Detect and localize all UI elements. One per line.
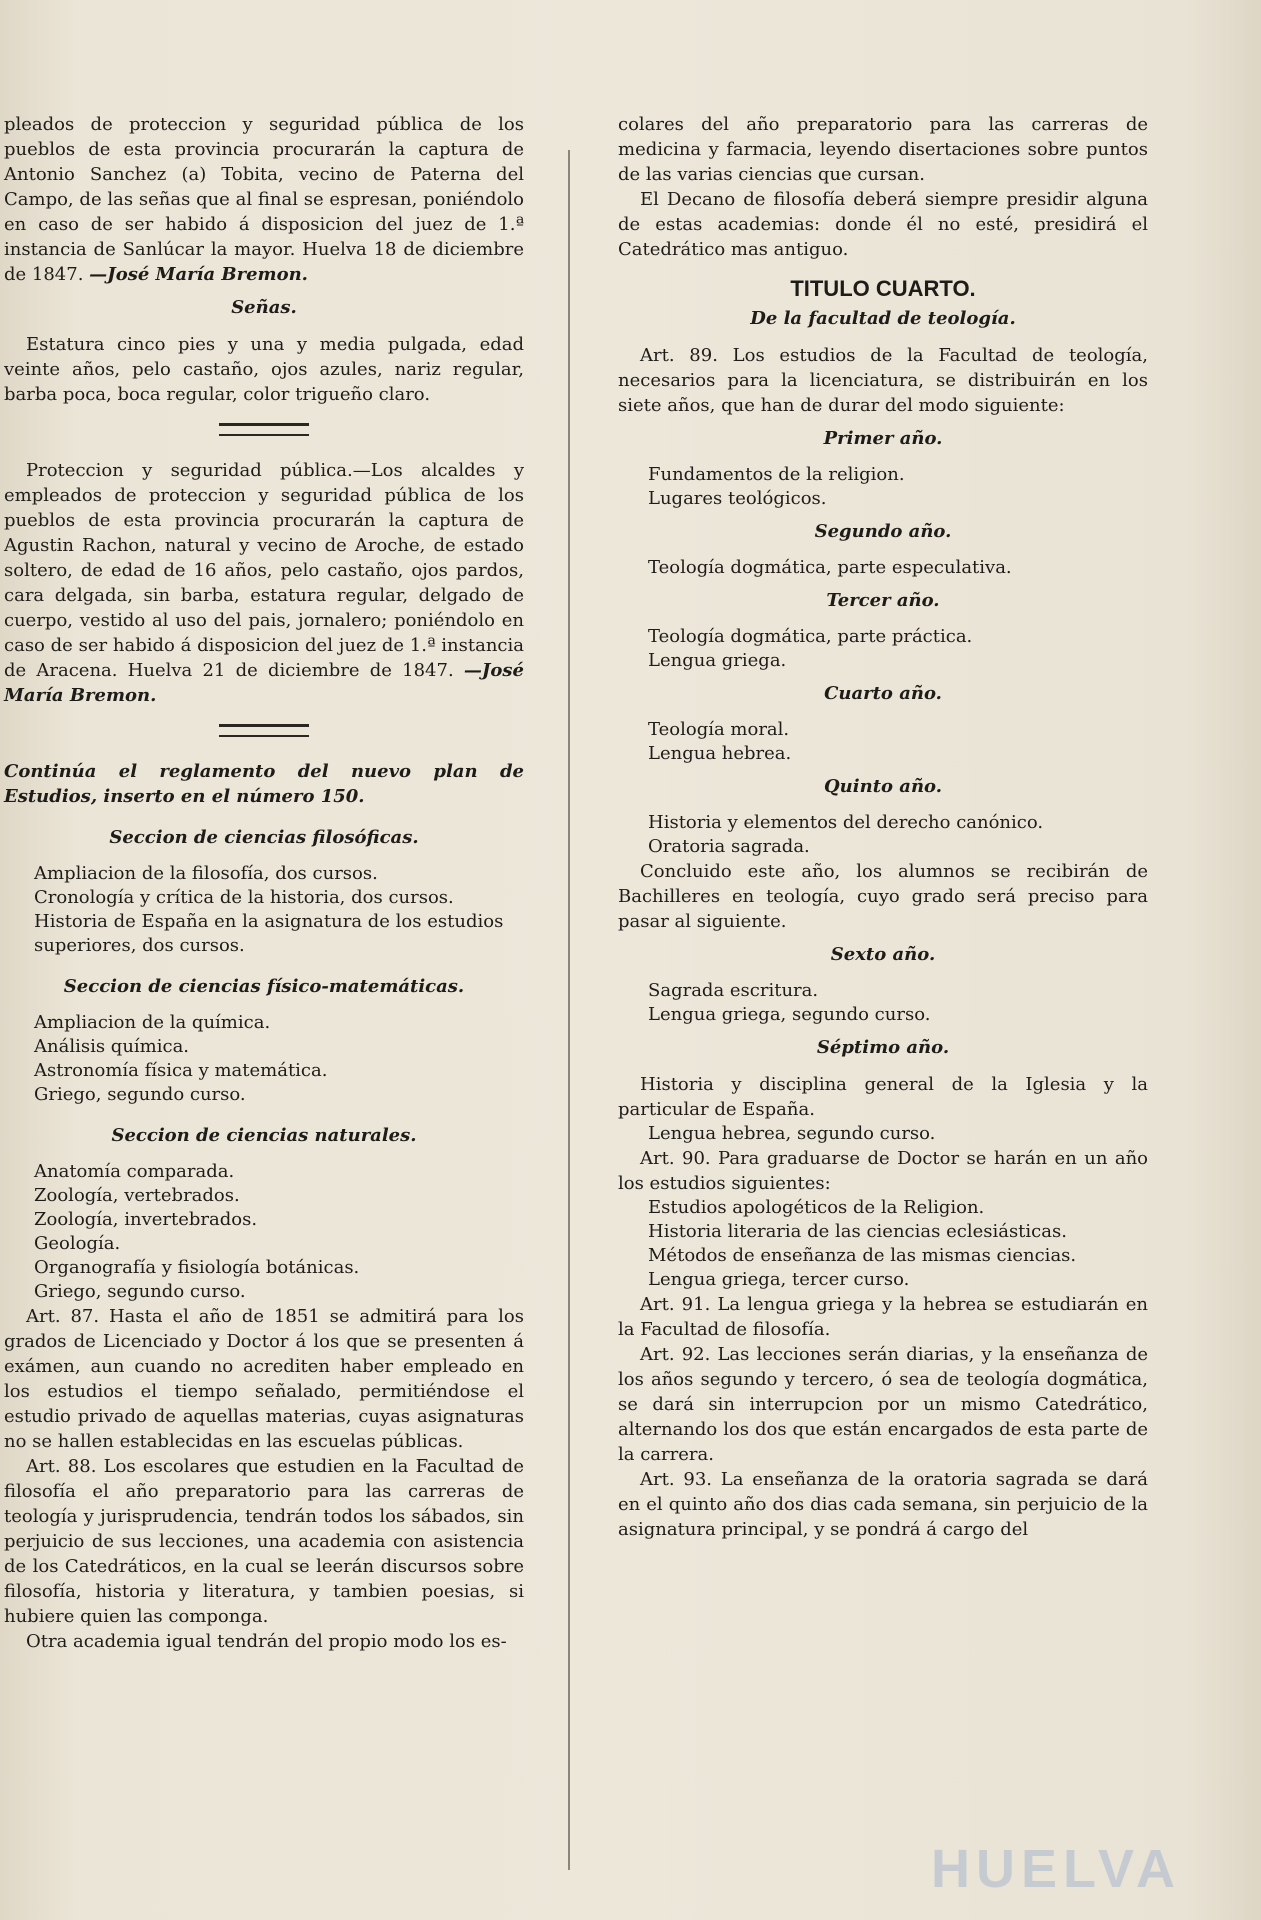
notice-text-2: Proteccion y seguridad pública.—Los alcaldes y empleados de proteccion y seguridad pública de los pueblos de esta provincia procurarán la captura de Agustin Rachon, natural y vecino de Aroche, de estado soltero, de edad de 16 años, pelo castaño, ojos pardos, cara delgada, sin barba, estatura regular, delgado de cuerpo, vestido al uso del pais, jornalero; poniéndolo en caso de ser habido á disposicion del juez de 1.ª instancia de Aracena. Huelva 21 de diciembre de 1847. bbox=[4, 460, 524, 681]
list-item: Zoología, vertebrados. bbox=[34, 1185, 240, 1206]
list-item: Oratoria sagrada. bbox=[648, 836, 810, 857]
list-item: Sagrada escritura. bbox=[648, 980, 819, 1001]
year-heading: Primer año. bbox=[823, 428, 943, 449]
article-92: Art. 92. Las lecciones serán diarias, y la enseñanza de los años segundo y tercero, ó sea de teología dogmática, se dará sin interrupcion por un mismo Catedrático, alternando los dos que están encargados de esta parte de la carrera. bbox=[618, 1344, 1148, 1465]
continua-line: Continúa el reglamento del nuevo plan de Estudios, inserto en el número 150. bbox=[4, 761, 524, 807]
senas-heading: Señas. bbox=[231, 297, 297, 318]
list-item: Lengua hebrea, segundo curso. bbox=[648, 1123, 936, 1144]
list-item: Teología moral. bbox=[648, 719, 790, 740]
year-heading: Cuarto año. bbox=[824, 683, 942, 704]
section-heading-filosoficas: Seccion de ciencias filosóficas. bbox=[109, 827, 419, 848]
list-item: Cronología y crítica de la historia, dos cursos. bbox=[34, 887, 454, 908]
titulo-subheading: De la facultad de teología. bbox=[750, 308, 1016, 329]
year-heading: Segundo año. bbox=[814, 521, 952, 542]
list-fisico-matematicas bbox=[4, 1011, 524, 1107]
article-88-continuation: Otra academia igual tendrán del propio modo los es- bbox=[26, 1631, 507, 1652]
list-item: Ampliacion de la química. bbox=[34, 1012, 271, 1033]
list-item: Lengua hebrea. bbox=[648, 743, 792, 764]
list-item: Griego, segundo curso. bbox=[34, 1281, 246, 1302]
list-item: Historia de España en la asignatura de los estudios superiores, dos cursos. bbox=[34, 911, 504, 956]
list-item: Estudios apologéticos de la Religion. bbox=[648, 1197, 985, 1218]
article-88: Art. 88. Los escolares que estudien en la Facultad de filosofía el año preparatorio para las carreras de teología y jurisprudencia, tendrán todos los sábados, sin perjuicio de sus lecciones, una academia con asistencia de los Catedráticos, en la cual se leerán discursos sobre filosofía, historia y literatura, y tambien poesias, si hubiere quien las componga. bbox=[4, 1456, 524, 1627]
list-item: Fundamentos de la religion. bbox=[648, 464, 905, 485]
list-item: Teología dogmática, parte especulativa. bbox=[648, 557, 1012, 578]
signature-1: —José María Bremon. bbox=[89, 264, 308, 285]
concluido-paragraph: Concluido este año, los alumnos se recibirán de Bachilleres en teología, cuyo grado será preciso para pasar al siguiente. bbox=[618, 861, 1148, 932]
list-item: Ampliacion de la filosofía, dos cursos. bbox=[34, 863, 378, 884]
list-item: Astronomía física y matemática. bbox=[34, 1060, 328, 1081]
column-divider bbox=[568, 150, 570, 1870]
list-item: Historia literaria de las ciencias eclesiásticas. bbox=[648, 1221, 1067, 1242]
article-93: Art. 93. La enseñanza de la oratoria sagrada se dará en el quinto año dos dias cada semana, sin perjuicio de la asignatura principal, y se pondrá á cargo del bbox=[618, 1469, 1148, 1540]
decano-paragraph: El Decano de filosofía deberá siempre presidir alguna de estas academias: donde él no esté, presidirá el Catedrático mas antiguo. bbox=[618, 189, 1148, 260]
section-divider bbox=[219, 724, 309, 737]
left-column bbox=[4, 112, 524, 1654]
year-heading: Séptimo año. bbox=[816, 1037, 950, 1058]
list-item: Zoología, invertebrados. bbox=[34, 1209, 258, 1230]
senas-text: Estatura cinco pies y una y media pulgada, edad veinte años, pelo castaño, ojos azules, nariz regular, barba poca, boca regular, color trigueño claro. bbox=[4, 334, 524, 405]
year-heading: Tercer año. bbox=[826, 590, 940, 611]
list-item: Organografía y fisiología botánicas. bbox=[34, 1257, 360, 1278]
article-91: Art. 91. La lengua griega y la hebrea se estudiarán en la Facultad de filosofía. bbox=[618, 1294, 1148, 1340]
list-item: Teología dogmática, parte práctica. bbox=[648, 626, 973, 647]
list-item: Historia y disciplina general de la Iglesia y la particular de España. bbox=[618, 1074, 1148, 1120]
article-90: Art. 90. Para graduarse de Doctor se harán en un año los estudios siguientes: bbox=[618, 1148, 1148, 1194]
list-filosoficas bbox=[4, 862, 524, 958]
section-divider bbox=[219, 423, 309, 436]
list-item: Lengua griega, segundo curso. bbox=[648, 1004, 931, 1025]
list-item: Lengua griega, tercer curso. bbox=[648, 1269, 910, 1290]
list-item: Lugares teológicos. bbox=[648, 488, 827, 509]
section-heading-fisico-matematicas: Seccion de ciencias físico-matemáticas. bbox=[63, 976, 465, 997]
notice-text-1: pleados de proteccion y seguridad pública de los pueblos de esta provincia procurarán la captura de Antonio Sanchez (a) Tobita, vecino de Paterna del Campo, de las señas que al final se espresan, poniéndolo en caso de ser habido á disposicion del juez de 1.ª instancia de Sanlúcar la mayor. Huelva 18 de diciembre de 1847. bbox=[4, 114, 524, 285]
article-87: Art. 87. Hasta el año de 1851 se admitirá para los grados de Licenciado y Doctor á los que se presenten á exámen, aun cuando no acrediten haber empleado en los estudios el tiempo señalado, permitiéndose el estudio privado de aquellas materias, cuyas asignaturas no se hallen establecidas en las escuelas públicas. bbox=[4, 1306, 524, 1452]
list-item: Anatomía comparada. bbox=[34, 1161, 235, 1182]
list-item: Geología. bbox=[34, 1233, 121, 1254]
article-89: Art. 89. Los estudios de la Facultad de teología, necesarios para la licenciatura, se distribuirán en los siete años, que han de durar del modo siguiente: bbox=[618, 345, 1148, 416]
signature-2: —José María Bremon. bbox=[4, 660, 524, 706]
section-heading-naturales: Seccion de ciencias naturales. bbox=[111, 1125, 417, 1146]
archive-watermark: HUELVA bbox=[931, 1839, 1181, 1899]
right-column bbox=[618, 112, 1148, 1542]
year-heading: Sexto año. bbox=[830, 944, 936, 965]
notice-paragraph-2 bbox=[4, 458, 524, 708]
list-naturales bbox=[4, 1160, 524, 1304]
year-heading: Quinto año. bbox=[824, 776, 942, 797]
continuation-paragraph: colares del año preparatorio para las carreras de medicina y farmacia, leyendo disertaciones sobre puntos de las varias ciencias que cursan. bbox=[618, 114, 1148, 185]
list-item: Análisis química. bbox=[34, 1036, 190, 1057]
list-item: Métodos de enseñanza de las mismas ciencias. bbox=[648, 1245, 1077, 1266]
titulo-cuarto: TITULO CUARTO. bbox=[790, 276, 976, 301]
list-item: Lengua griega. bbox=[648, 650, 787, 671]
list-item: Historia y elementos del derecho canónico. bbox=[648, 812, 1044, 833]
notice-paragraph-1 bbox=[4, 112, 524, 287]
list-item: Griego, segundo curso. bbox=[34, 1084, 246, 1105]
